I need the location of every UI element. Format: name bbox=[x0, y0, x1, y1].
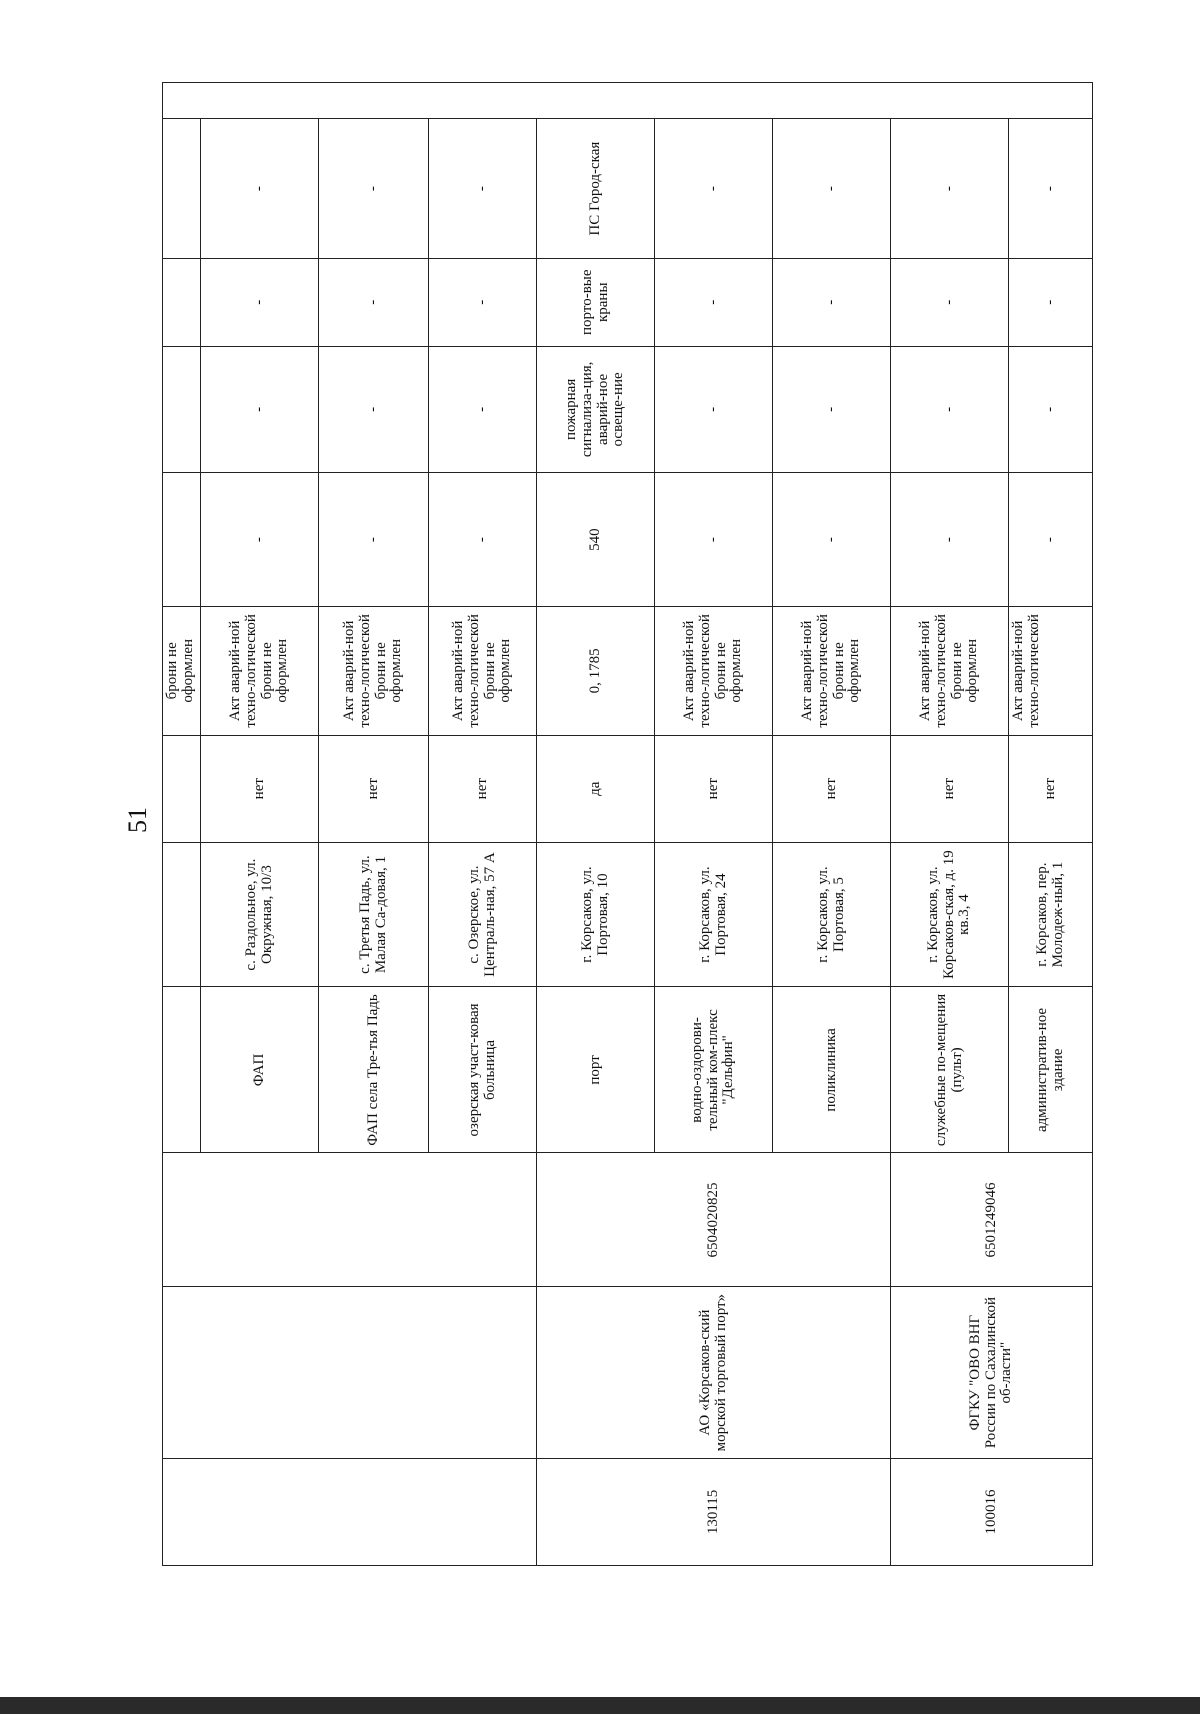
table-cell: г. Корсаков, ул. Портовая, 5 bbox=[773, 842, 891, 987]
table-cell bbox=[163, 1153, 537, 1287]
table-cell: административ-ное здание bbox=[1009, 987, 1093, 1153]
table-cell: - bbox=[773, 119, 891, 258]
table-cell: с. Озерское, ул. Централь-ная, 57 А bbox=[429, 842, 537, 987]
table-cell: поликлиника bbox=[773, 987, 891, 1153]
table-cell bbox=[163, 346, 201, 472]
table-cell: - bbox=[429, 258, 537, 346]
table-cell: 6501249046 bbox=[891, 1153, 1093, 1287]
table-cell: - bbox=[319, 119, 429, 258]
table-row bbox=[537, 83, 655, 1566]
table-cell: - bbox=[319, 473, 429, 607]
table-cell: ФГКУ "ОВО ВНГ России по Сахалинской об-ласти" bbox=[891, 1287, 1093, 1458]
table-cell: - bbox=[429, 119, 537, 258]
table-cell: нет bbox=[655, 735, 773, 842]
table-cell: Акт аварий-ной техно-логической брони не оформлен bbox=[201, 607, 319, 736]
table-cell: г. Корсаков, ул. Портовая, 10 bbox=[537, 842, 655, 987]
table-cell: - bbox=[655, 473, 773, 607]
table-cell bbox=[163, 83, 1093, 120]
table-cell: - bbox=[1009, 346, 1093, 472]
table-cell bbox=[163, 735, 201, 842]
table-cell: порт bbox=[537, 987, 655, 1153]
table-cell: - bbox=[1009, 473, 1093, 607]
table-cell: Акт аварий-ной техно-логической брони не оформлен bbox=[891, 607, 1009, 736]
rotated-table-wrapper bbox=[162, 82, 1092, 1566]
page-number: 51 bbox=[123, 807, 152, 833]
table-cell: нет bbox=[1009, 735, 1093, 842]
table-cell: Акт аварий-ной техно-логической брони не оформлен bbox=[773, 607, 891, 736]
table-cell: АО «Корсаков-ский морской торговый порт» bbox=[537, 1287, 891, 1458]
table-cell: 6504020825 bbox=[537, 1153, 891, 1287]
table-cell: брони не оформлен bbox=[163, 607, 201, 736]
table-row bbox=[891, 83, 1009, 1566]
table-cell: водно-оздорови-тельный ком-плекс "Дельфин" bbox=[655, 987, 773, 1153]
table-cell: - bbox=[1009, 119, 1093, 258]
table-cell: Акт аварий-ной техно-логической брони не оформлен bbox=[319, 607, 429, 736]
table-cell bbox=[163, 987, 201, 1153]
table-cell: - bbox=[201, 119, 319, 258]
table-cell: пожарная сигнализа-ция, аварий-ное освеще-ние bbox=[537, 346, 655, 472]
table-cell: - bbox=[773, 473, 891, 607]
table-cell: Акт аварий-ной техно-логической брони не оформлен bbox=[429, 607, 537, 736]
table-cell: - bbox=[773, 258, 891, 346]
table-cell: нет bbox=[319, 735, 429, 842]
table-cell: Акт аварий-ной техно-логической брони не оформлен bbox=[655, 607, 773, 736]
table-cell: - bbox=[429, 346, 537, 472]
table-cell: ПС Город-ская bbox=[537, 119, 655, 258]
table-row bbox=[163, 83, 201, 1566]
table-cell: - bbox=[891, 258, 1009, 346]
table-cell bbox=[163, 842, 201, 987]
table-cell: порто-вые краны bbox=[537, 258, 655, 346]
table-cell: - bbox=[655, 258, 773, 346]
table-cell bbox=[163, 473, 201, 607]
table-cell: - bbox=[891, 346, 1009, 472]
table-cell: - bbox=[655, 119, 773, 258]
table-cell: - bbox=[1009, 258, 1093, 346]
table-cell: - bbox=[891, 473, 1009, 607]
table-cell: Акт аварий-ной техно-логической bbox=[1009, 607, 1093, 736]
table-cell: нет bbox=[201, 735, 319, 842]
table-cell: г. Корсаков, ул. Портовая, 24 bbox=[655, 842, 773, 987]
table-cell: - bbox=[319, 346, 429, 472]
table-cell: г. Корсаков, ул. Корсаков-ская, д. 19 кв.3, 4 bbox=[891, 842, 1009, 987]
table-cell: нет bbox=[891, 735, 1009, 842]
table-cell: - bbox=[319, 258, 429, 346]
table-cell: г. Корсаков, пер. Молодеж-ный, 1 bbox=[1009, 842, 1093, 987]
table-cell: с. Раздольное, ул. Окружная, 10/3 bbox=[201, 842, 319, 987]
table-cell bbox=[163, 258, 201, 346]
table-cell: 540 bbox=[537, 473, 655, 607]
table-cell: 100016 bbox=[891, 1458, 1093, 1565]
table-cell: - bbox=[891, 119, 1009, 258]
table-cell: ФАП села Тре-тья Падь bbox=[319, 987, 429, 1153]
table-cell: да bbox=[537, 735, 655, 842]
table-cell: - bbox=[201, 473, 319, 607]
table-cell: ФАП bbox=[201, 987, 319, 1153]
table-cell: озерская участ-ковая больница bbox=[429, 987, 537, 1153]
scan-edge-bar bbox=[0, 1697, 1200, 1714]
table-cell: нет bbox=[773, 735, 891, 842]
table-cell: 0, 1785 bbox=[537, 607, 655, 736]
table-cell: 130115 bbox=[537, 1458, 891, 1565]
table-cell: нет bbox=[429, 735, 537, 842]
table-cell: - bbox=[773, 346, 891, 472]
table-cell: - bbox=[201, 258, 319, 346]
objects-table bbox=[162, 82, 1093, 1566]
table-cell bbox=[163, 1458, 537, 1565]
table-cell: с. Третья Падь, ул. Малая Са-довая, 1 bbox=[319, 842, 429, 987]
table-cell: - bbox=[655, 346, 773, 472]
table-cell: - bbox=[201, 346, 319, 472]
table-cell bbox=[163, 119, 201, 258]
table-cell: - bbox=[429, 473, 537, 607]
table-cell: служебные по-мещения (пульт) bbox=[891, 987, 1009, 1153]
table-cell bbox=[163, 1287, 537, 1458]
